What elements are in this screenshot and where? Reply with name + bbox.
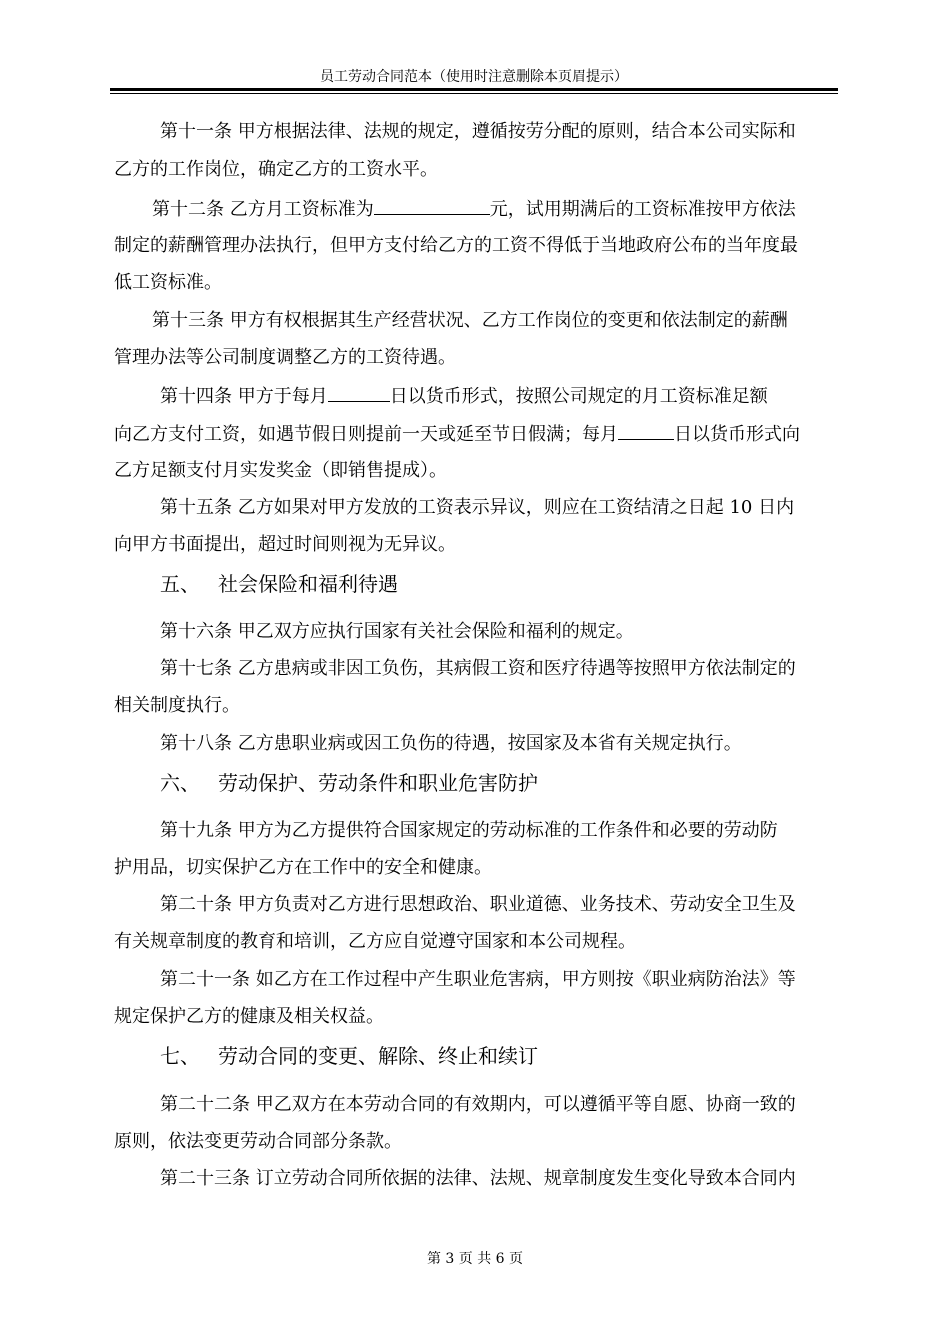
section-6-number: 六、: [160, 771, 200, 795]
header-rule-thin: [110, 93, 838, 94]
article-14-line-2: [114, 421, 800, 447]
article-17-line-1: 第十七条 乙方患病或非因工负伤，其病假工资和医疗待遇等按照甲方依法制定的: [160, 658, 796, 679]
article-14-text-d: 日以货币形式向: [674, 424, 800, 445]
article-12-line-1: [152, 196, 796, 222]
article-15-line-1: 第十五条 乙方如果对甲方发放的工资表示异议，则应在工资结清之日起 10 日内: [160, 497, 795, 518]
article-14-line-1: [160, 383, 768, 409]
section-5-title: 社会保险和福利待遇: [218, 572, 398, 596]
salary-amount-blank: [374, 196, 490, 215]
article-23-line-1: 第二十三条 订立劳动合同所依据的法律、法规、规章制度发生变化导致本合同内: [160, 1168, 796, 1189]
article-16-line-1: 第十六条 甲乙双方应执行国家有关社会保险和福利的规定。: [160, 621, 634, 642]
bonus-day-blank: [618, 421, 674, 440]
article-14-text-c: 向乙方支付工资，如遇节假日则提前一天或延至节日假满；每月: [114, 424, 618, 445]
article-12-line-2: 制定的薪酬管理办法执行，但甲方支付给乙方的工资不得低于当地政府公布的当年度最: [114, 235, 798, 256]
article-18-line-1: 第十八条 乙方患职业病或因工负伤的待遇，按国家及本省有关规定执行。: [160, 733, 742, 754]
article-14-text-a: 第十四条 甲方于每月: [160, 386, 328, 407]
article-14-line-3: 乙方足额支付月实发奖金（即销售提成）。: [114, 460, 447, 481]
article-15-line-2: 向甲方书面提出，超过时间则视为无异议。: [114, 534, 456, 555]
article-22-line-2: 原则，依法变更劳动合同部分条款。: [114, 1131, 402, 1152]
section-5-heading: [160, 570, 398, 598]
article-22-line-1: 第二十二条 甲乙双方在本劳动合同的有效期内，可以遵循平等自愿、协商一致的: [160, 1094, 796, 1115]
page-header: 员工劳动合同范本（使用时注意删除本页眉提示）: [320, 69, 628, 85]
section-7-title: 劳动合同的变更、解除、终止和续订: [218, 1044, 538, 1068]
article-19-line-1: 第十九条 甲方为乙方提供符合国家规定的劳动标准的工作条件和必要的劳动防: [160, 820, 778, 841]
article-14-text-b: 日以货币形式，按照公司规定的月工资标准足额: [389, 386, 768, 407]
article-20-line-2: 有关规章制度的教育和培训，乙方应自觉遵守国家和本公司规程。: [114, 931, 636, 952]
article-12-text-b: 元，试用期满后的工资标准按甲方依法: [489, 199, 796, 220]
article-21-line-2: 规定保护乙方的健康及相关权益。: [114, 1006, 384, 1027]
header-rule-thick: [110, 88, 838, 91]
article-11-line-1: 第十一条 甲方根据法律、法规的规定，遵循按劳分配的原则，结合本公司实际和: [160, 121, 796, 142]
article-12-text-a: 第十二条 乙方月工资标准为: [152, 199, 374, 220]
article-17-line-2: 相关制度执行。: [114, 695, 240, 716]
article-11-line-2: 乙方的工作岗位，确定乙方的工资水平。: [114, 159, 438, 180]
article-13-line-2: 管理办法等公司制度调整乙方的工资待遇。: [114, 347, 456, 368]
section-7-heading: [160, 1042, 538, 1070]
page-number: 第 3 页 共 6 页: [426, 1251, 524, 1267]
article-13-line-1: 第十三条 甲方有权根据其生产经营状况、乙方工作岗位的变更和依法制定的薪酬: [152, 310, 788, 331]
article-19-line-2: 护用品，切实保护乙方在工作中的安全和健康。: [114, 857, 492, 878]
article-20-line-1: 第二十条 甲方负责对乙方进行思想政治、职业道德、业务技术、劳动安全卫生及: [160, 894, 796, 915]
pay-day-blank: [328, 383, 390, 402]
section-6-title: 劳动保护、劳动条件和职业危害防护: [218, 771, 538, 795]
section-6-heading: [160, 769, 538, 797]
section-5-number: 五、: [160, 572, 200, 596]
article-21-line-1: 第二十一条 如乙方在工作过程中产生职业危害病，甲方则按《职业病防治法》等: [160, 969, 796, 990]
article-12-line-3: 低工资标准。: [114, 272, 222, 293]
section-7-number: 七、: [160, 1044, 200, 1068]
